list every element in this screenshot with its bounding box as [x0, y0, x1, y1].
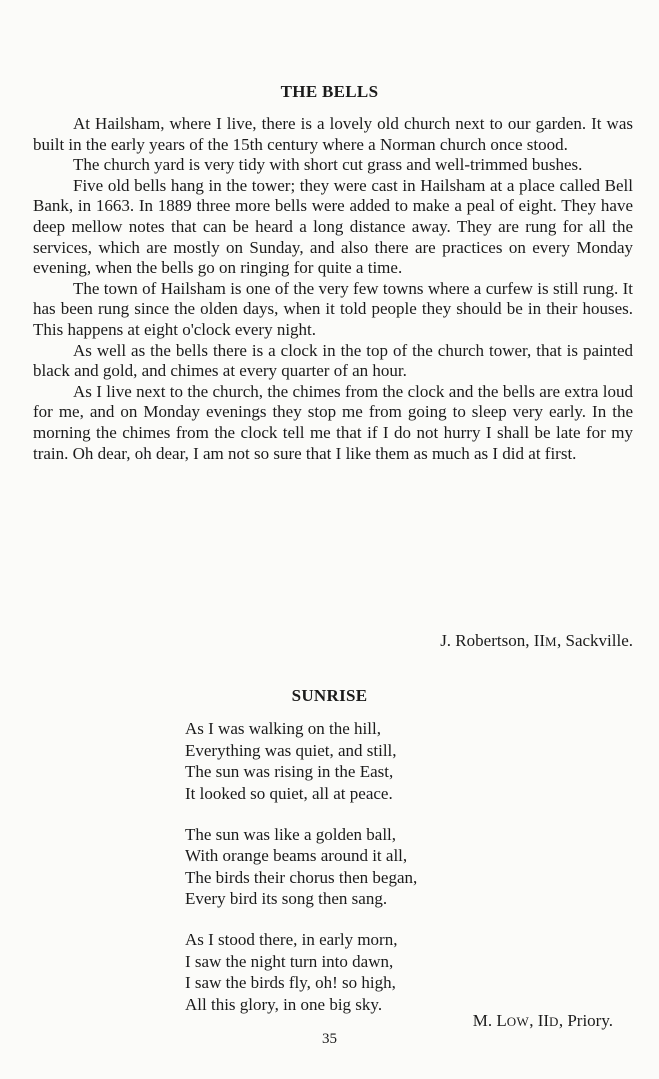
author-form-class: D — [549, 1014, 559, 1029]
poem-line: I saw the birds fly, oh! so high, — [185, 973, 396, 992]
author-house: , Sackville. — [556, 631, 633, 650]
author-form: II — [537, 1011, 550, 1030]
poem-stanza — [185, 824, 565, 910]
essay-paragraph: The church yard is very tidy with short cut grass and well-trimmed bushes. — [73, 155, 583, 175]
essay-paragraph: At Hailsham, where I live, there is a lovely old church next to our garden. It was built in the early years of the 15th century where a Norman church once stood. — [33, 114, 633, 154]
poem-line: The sun was like a golden ball, — [185, 824, 397, 844]
poem-stanza — [185, 929, 565, 1015]
poem-line: Every bird its song then sang. — [185, 889, 388, 908]
author-name-initial: M. L — [472, 1011, 507, 1030]
poem-line: The birds their chorus then began, — [185, 867, 418, 887]
poem-line: Everything was quiet, and still, — [185, 740, 397, 760]
essay-paragraph: As I live next to the church, the chimes from the clock and the bells are extra loud for me, and on Monday evenings they stop me from going to sleep very early. In the morning the chimes from the clock tell me that if I do not hurry I shall be late for my train. Oh dear, oh dear, I am not so sure that I like them as much as I did at first. — [33, 381, 633, 463]
sunrise-author-signature — [473, 1011, 613, 1031]
poem-line: I saw the night turn into dawn, — [185, 951, 394, 971]
author-form-class: M — [545, 634, 557, 649]
author-name-rest: OW — [506, 1014, 530, 1029]
poem-line: The sun was rising in the East, — [185, 762, 394, 781]
sunrise-poem — [185, 718, 565, 1035]
essay-paragraph: The town of Hailsham is one of the very few towns where a curfew is still rung. It has been rung since the olden days, when it told people they should be in their houses. This happens at eight o'clock every night. — [33, 278, 633, 339]
bells-author-signature — [440, 631, 633, 651]
poem-line: All this glory, in one big sky. — [185, 994, 383, 1014]
bells-title: THE BELLS — [280, 82, 379, 101]
poem-line: As I stood there, in early morn, — [185, 930, 398, 949]
author-form: II — [533, 631, 546, 650]
essay-paragraph: As well as the bells there is a clock in the top of the church tower, that is painted black and gold, and chimes at every quarter of an hour. — [33, 340, 633, 381]
essay-paragraph: Five old bells hang in the tower; they were cast in Hailsham at a place called Bell Bank, in 1663. In 1889 three more bells were added to make a peal of eight. They have deep mellow notes that can be heard a long distance away. They are rung for all the services, which are mostly on Sunday, and also there are practices on every Monday evening, when the bells go on ringing for quite a time. — [33, 175, 633, 278]
author-separator: , — [529, 1011, 538, 1030]
poem-line: It looked so quiet, all at peace. — [185, 783, 393, 803]
bells-essay — [33, 114, 633, 464]
poem-line: As I was walking on the hill, — [185, 719, 381, 738]
page-number: 35 — [322, 1031, 337, 1047]
sunrise-title: SUNRISE — [291, 686, 368, 705]
poem-stanza — [185, 718, 565, 804]
poem-line: With orange beams around it all, — [185, 846, 408, 865]
author-house: , Priory. — [558, 1011, 613, 1030]
author-name: J. Robertson, — [440, 631, 534, 650]
